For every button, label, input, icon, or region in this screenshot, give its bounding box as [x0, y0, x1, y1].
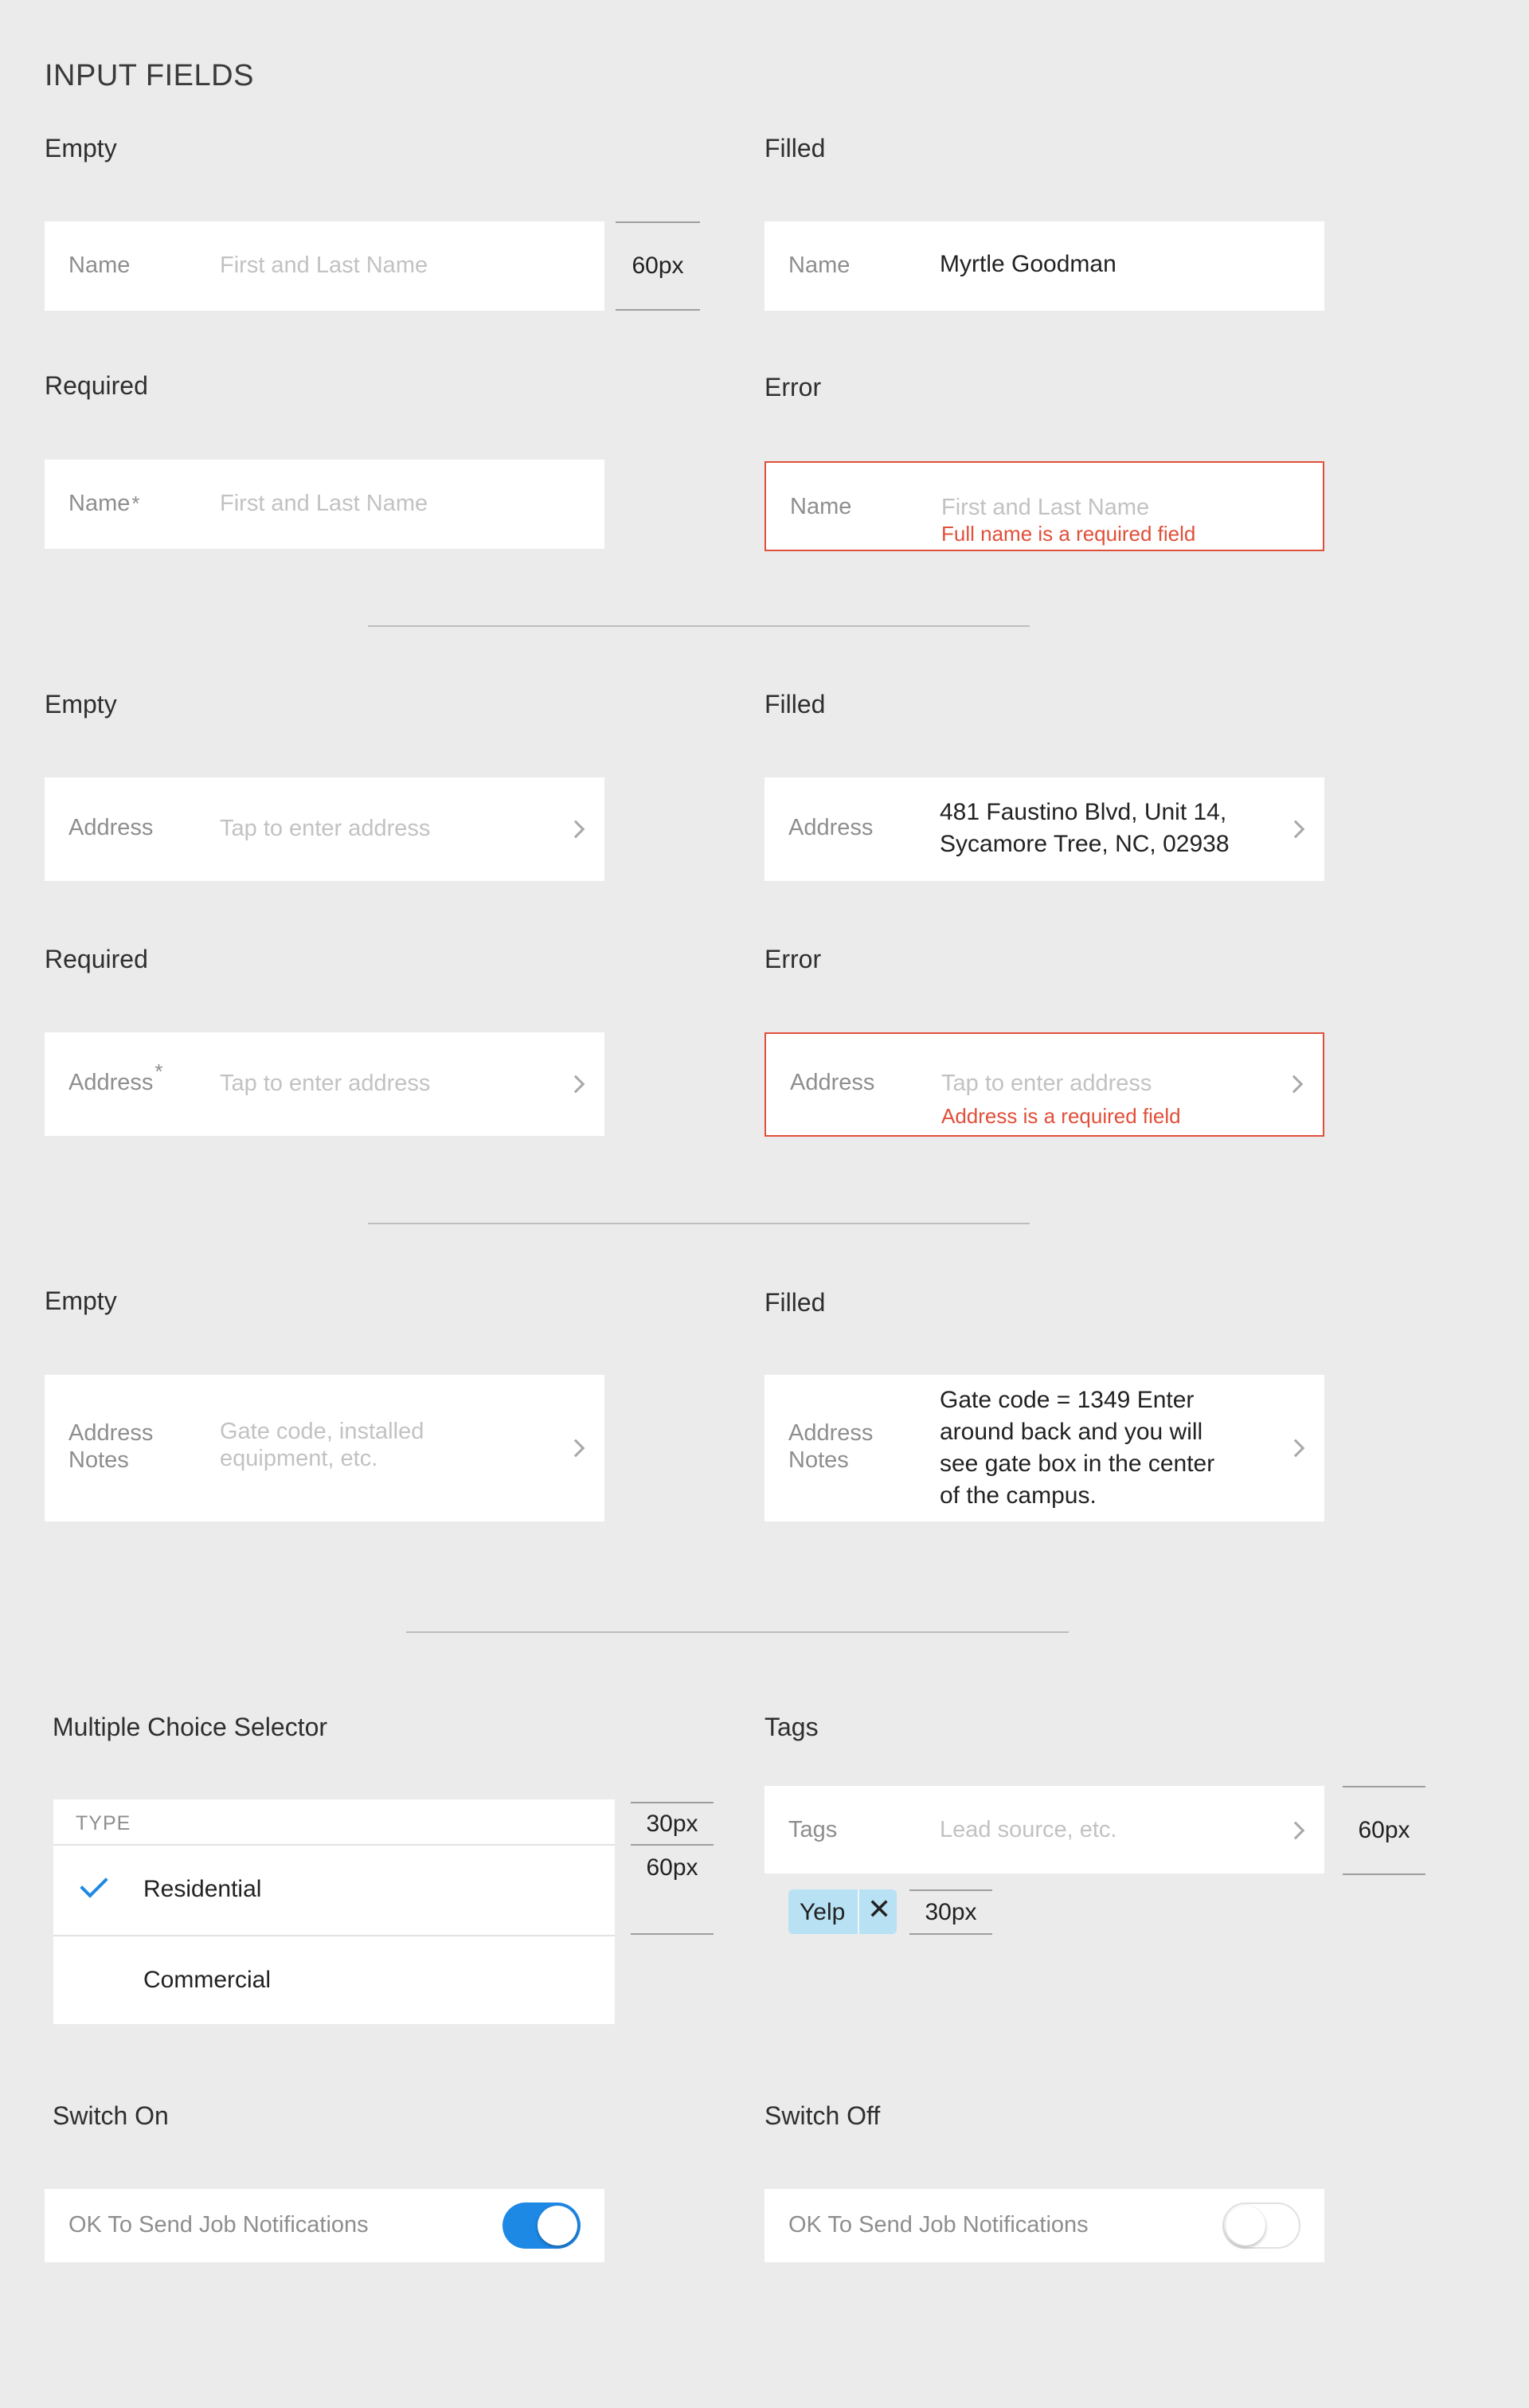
multiple-choice-label: Multiple Choice Selector [53, 1713, 328, 1741]
notes-field-empty[interactable] [45, 1375, 604, 1521]
address-line-1: 481 Faustino Blvd, Unit 14, [940, 799, 1227, 825]
filled-label: Filled [764, 690, 826, 718]
empty-label: Empty [45, 1286, 117, 1315]
notes-label-line-1: Address [788, 1420, 874, 1446]
switch-row-off [764, 2189, 1324, 2262]
notes-placeholder-line-2: equipment, etc. [220, 1446, 378, 1471]
chevron-right-icon [567, 1439, 585, 1458]
name-field-label: Name* [68, 491, 140, 516]
chevron-right-icon [567, 1075, 585, 1094]
required-asterisk: * [154, 1059, 163, 1083]
address-placeholder: Tap to enter address [941, 1071, 1152, 1096]
address-line-2: Sycamore Tree, NC, 02938 [940, 831, 1230, 857]
mc-option-residential[interactable] [53, 1846, 615, 1935]
close-icon[interactable]: ✕ [867, 1893, 892, 1925]
tags-placeholder: Lead source, etc. [940, 1817, 1117, 1842]
checkmark-icon [80, 1870, 108, 1897]
name-field-error[interactable] [764, 461, 1324, 551]
name-field-label: Name [790, 494, 852, 519]
multiple-choice-selector [53, 1799, 615, 2024]
section-divider [406, 1631, 1069, 1633]
height-annotation: 60px [616, 221, 700, 311]
tag-chip [788, 1889, 897, 1934]
switch-knob [1226, 2206, 1265, 2246]
tags-field-label: Tags [788, 1817, 838, 1842]
tag-chip-divider [858, 1889, 859, 1934]
chevron-right-icon [1285, 1075, 1304, 1094]
address-field-error[interactable] [764, 1032, 1324, 1137]
address-placeholder: Tap to enter address [220, 1071, 431, 1096]
switch-off-label: Switch Off [764, 2101, 881, 2130]
address-field-filled[interactable] [764, 777, 1324, 881]
switch-knob [538, 2206, 577, 2246]
notes-value-line-2: around back and you will [940, 1419, 1203, 1445]
error-label: Error [764, 945, 822, 973]
filled-label: Filled [764, 134, 826, 162]
header-height-annotation: 30px [631, 1802, 714, 1846]
empty-label: Empty [45, 690, 117, 718]
error-label: Error [764, 373, 822, 401]
switch-on-label: Switch On [53, 2101, 169, 2130]
notes-value-line-4: of the campus. [940, 1482, 1097, 1509]
notes-label-line-1: Address [68, 1420, 154, 1446]
empty-label: Empty [45, 134, 117, 162]
notes-label-line-2: Notes [68, 1447, 129, 1473]
chevron-right-icon [1287, 820, 1305, 839]
name-placeholder: First and Last Name [220, 491, 428, 516]
section-divider [368, 625, 1030, 627]
notes-label-line-2: Notes [788, 1447, 849, 1473]
name-value: Myrtle Goodman [940, 251, 1116, 277]
mc-option-commercial[interactable] [53, 1936, 615, 2026]
row-height-annotation: 60px [631, 1846, 714, 1935]
address-placeholder: Tap to enter address [220, 816, 431, 841]
chip-height-annotation: 30px [909, 1889, 992, 1935]
address-field-label: Address* [68, 1059, 163, 1095]
name-field-filled[interactable] [764, 221, 1324, 311]
filled-label: Filled [764, 1288, 826, 1317]
mc-header [53, 1799, 615, 1846]
required-label: Required [45, 945, 148, 973]
tags-height-annotation: 60px [1343, 1786, 1425, 1875]
mc-option-label: Commercial [143, 1967, 272, 1993]
notes-placeholder-line-1: Gate code, installed [220, 1419, 424, 1444]
name-field-empty[interactable] [45, 221, 604, 311]
name-field-label: Name [68, 253, 131, 278]
switch-label: OK To Send Job Notifications [788, 2212, 1089, 2238]
switch-row-on [45, 2189, 604, 2262]
section-divider [368, 1223, 1030, 1224]
chevron-right-icon [1287, 1439, 1305, 1458]
address-field-required[interactable] [45, 1032, 604, 1136]
toggle-switch-off[interactable] [1222, 2202, 1300, 2249]
address-field-empty[interactable] [45, 777, 604, 881]
notes-value-line-1: Gate code = 1349 Enter [940, 1387, 1195, 1413]
chevron-right-icon [1287, 1822, 1305, 1840]
required-label: Required [45, 371, 148, 400]
address-field-label: Address [68, 815, 154, 840]
name-placeholder: First and Last Name [941, 495, 1150, 520]
tag-chip-label: Yelp [800, 1899, 846, 1925]
address-field-label: Address [790, 1070, 875, 1095]
address-field-label: Address [788, 815, 874, 840]
notes-field-filled[interactable] [764, 1375, 1324, 1521]
tags-label: Tags [764, 1713, 819, 1741]
notes-value-line-3: see gate box in the center [940, 1451, 1215, 1477]
mc-header-label: TYPE [76, 1812, 131, 1834]
name-error-message: Full name is a required field [941, 522, 1196, 546]
switch-label: OK To Send Job Notifications [68, 2212, 369, 2238]
mc-option-label: Residential [143, 1876, 262, 1902]
name-field-label: Name [788, 253, 851, 278]
address-error-message: Address is a required field [941, 1104, 1181, 1128]
page-title: INPUT FIELDS [45, 59, 254, 92]
required-asterisk: * [131, 491, 140, 515]
name-placeholder: First and Last Name [220, 253, 428, 278]
tags-field[interactable] [764, 1786, 1324, 1874]
name-field-required[interactable] [45, 460, 604, 549]
chevron-right-icon [567, 820, 585, 839]
toggle-switch-on[interactable] [502, 2202, 581, 2249]
